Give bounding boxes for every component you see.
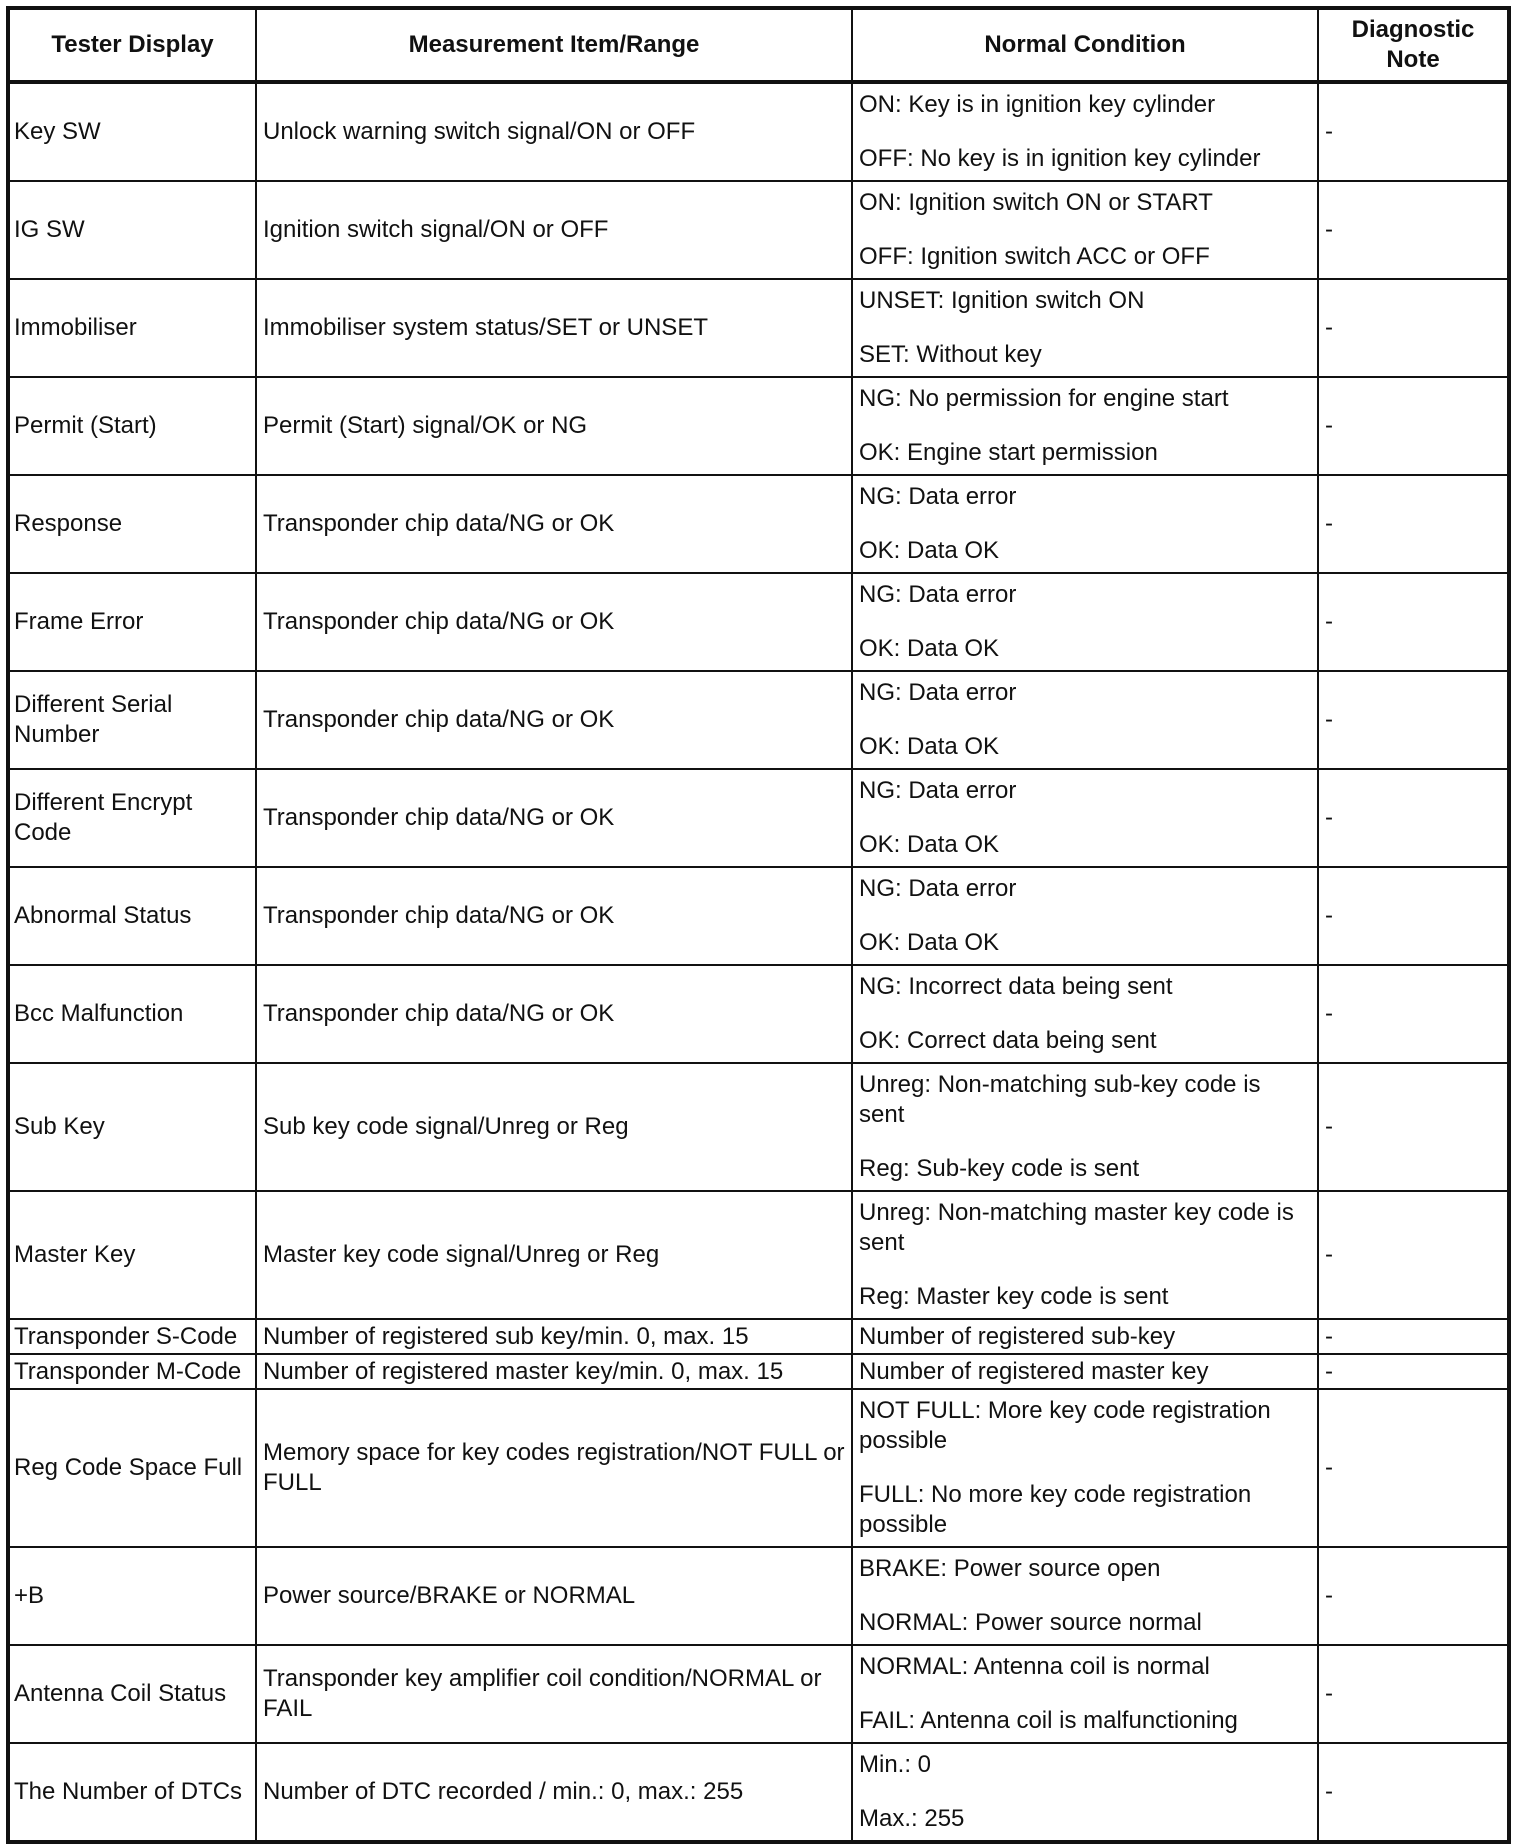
measurement-cell: Memory space for key codes registration/NOT FULL or FULL (256, 1389, 852, 1547)
normal-condition-cell (852, 1743, 1318, 1842)
table-row (8, 573, 1509, 671)
condition-line: NG: Incorrect data being sent (859, 973, 1173, 1000)
measurement-cell: Master key code signal/Unreg or Reg (256, 1191, 852, 1319)
tester-display-cell: Key SW (8, 82, 256, 181)
normal-condition-cell (852, 1389, 1318, 1547)
normal-condition-cell (852, 1191, 1318, 1319)
header-normal-condition: Normal Condition (852, 8, 1318, 82)
normal-condition-cell (852, 1354, 1318, 1389)
tester-display-cell: The Number of DTCs (8, 1743, 256, 1842)
measurement-cell: Transponder chip data/NG or OK (256, 671, 852, 769)
tester-display-cell: +B (8, 1547, 256, 1645)
normal-condition-cell (852, 82, 1318, 181)
diagnostic-note-cell: - (1318, 769, 1509, 867)
measurement-cell: Number of registered master key/min. 0, max. 15 (256, 1354, 852, 1389)
tester-display-cell: Antenna Coil Status (8, 1645, 256, 1743)
diagnostic-note-cell: - (1318, 475, 1509, 573)
condition-line: FAIL: Antenna coil is malfunctioning (859, 1707, 1238, 1734)
measurement-cell: Number of registered sub key/min. 0, max. 15 (256, 1319, 852, 1354)
measurement-cell: Unlock warning switch signal/ON or OFF (256, 82, 852, 181)
diagnostic-note-cell: - (1318, 1547, 1509, 1645)
table-row (8, 1547, 1509, 1645)
condition-line: NG: Data error (859, 679, 1017, 706)
normal-condition-cell (852, 573, 1318, 671)
measurement-cell: Transponder chip data/NG or OK (256, 475, 852, 573)
measurement-cell: Permit (Start) signal/OK or NG (256, 377, 852, 475)
tester-display-cell: Master Key (8, 1191, 256, 1319)
measurement-cell: Transponder chip data/NG or OK (256, 573, 852, 671)
table-row (8, 769, 1509, 867)
table-row (8, 1743, 1509, 1842)
table-row (8, 1389, 1509, 1547)
diagnostic-note-cell: - (1318, 82, 1509, 181)
condition-line: Reg: Master key code is sent (859, 1283, 1169, 1310)
normal-condition-cell (852, 965, 1318, 1063)
measurement-cell: Transponder key amplifier coil condition/NORMAL or FAIL (256, 1645, 852, 1743)
table-row (8, 377, 1509, 475)
condition-line: OK: Data OK (859, 537, 1000, 564)
normal-condition-cell (852, 181, 1318, 279)
tester-display-cell: Response (8, 475, 256, 573)
tester-display-cell: Permit (Start) (8, 377, 256, 475)
header-row (8, 8, 1509, 82)
diagnostic-note-cell: - (1318, 965, 1509, 1063)
diagnostic-note-cell: - (1318, 1645, 1509, 1743)
diagnostic-note-cell: - (1318, 279, 1509, 377)
table-row (8, 671, 1509, 769)
diagnostic-note-cell: - (1318, 867, 1509, 965)
condition-line: Number of registered master key (859, 1357, 1209, 1385)
condition-line: OK: Data OK (859, 635, 1000, 662)
tester-display-cell: Different Serial Number (8, 671, 256, 769)
header-measurement: Measurement Item/Range (256, 8, 852, 82)
table-row (8, 82, 1509, 181)
table-row (8, 1191, 1509, 1319)
condition-line: OK: Correct data being sent (859, 1027, 1157, 1054)
header-diagnostic-note: Diagnostic Note (1318, 8, 1509, 82)
measurement-cell: Transponder chip data/NG or OK (256, 965, 852, 1063)
tester-display-cell: Transponder S-Code (8, 1319, 256, 1354)
measurement-cell: Power source/BRAKE or NORMAL (256, 1547, 852, 1645)
condition-line: Unreg: Non-matching sub-key code is sent (859, 1071, 1261, 1128)
tester-display-cell: Transponder M-Code (8, 1354, 256, 1389)
table-row (8, 279, 1509, 377)
normal-condition-cell (852, 1547, 1318, 1645)
table-row (8, 1354, 1509, 1389)
condition-line: NG: Data error (859, 483, 1017, 510)
condition-line: OK: Data OK (859, 929, 1000, 956)
normal-condition-cell (852, 377, 1318, 475)
diagnostic-note-cell: - (1318, 1389, 1509, 1547)
condition-line: ON: Key is in ignition key cylinder (859, 91, 1216, 118)
condition-line: UNSET: Ignition switch ON (859, 287, 1145, 314)
condition-line: SET: Without key (859, 341, 1042, 368)
condition-line: Min.: 0 (859, 1751, 932, 1778)
diagnostic-note-cell: - (1318, 671, 1509, 769)
condition-line: NG: No permission for engine start (859, 385, 1229, 412)
condition-line: NORMAL: Antenna coil is normal (859, 1653, 1210, 1680)
normal-condition-cell (852, 867, 1318, 965)
table-row (8, 1319, 1509, 1354)
condition-line: NG: Data error (859, 581, 1017, 608)
condition-line: OFF: Ignition switch ACC or OFF (859, 243, 1210, 270)
measurement-cell: Sub key code signal/Unreg or Reg (256, 1063, 852, 1191)
table-row (8, 475, 1509, 573)
tester-display-cell: Different Encrypt Code (8, 769, 256, 867)
diagnostic-note-cell: - (1318, 1063, 1509, 1191)
data-monitor-table (6, 6, 1511, 1844)
condition-line: OFF: No key is in ignition key cylinder (859, 145, 1261, 172)
diagnostic-note-cell: - (1318, 1319, 1509, 1354)
measurement-cell: Ignition switch signal/ON or OFF (256, 181, 852, 279)
normal-condition-cell (852, 671, 1318, 769)
condition-line: Unreg: Non-matching master key code is sent (859, 1199, 1294, 1256)
table-row (8, 1645, 1509, 1743)
normal-condition-cell (852, 1319, 1318, 1354)
diagnostic-note-cell: - (1318, 181, 1509, 279)
table-row (8, 867, 1509, 965)
tester-display-cell: Bcc Malfunction (8, 965, 256, 1063)
condition-line: Reg: Sub-key code is sent (859, 1155, 1140, 1182)
table-row (8, 1063, 1509, 1191)
condition-line: Number of registered sub-key (859, 1322, 1176, 1350)
normal-condition-cell (852, 769, 1318, 867)
measurement-cell: Immobiliser system status/SET or UNSET (256, 279, 852, 377)
condition-line: NORMAL: Power source normal (859, 1609, 1202, 1636)
diagnostic-note-cell: - (1318, 1191, 1509, 1319)
diagnostic-note-cell: - (1318, 1743, 1509, 1842)
condition-line: ON: Ignition switch ON or START (859, 189, 1213, 216)
table-body (8, 82, 1509, 1842)
measurement-cell: Transponder chip data/NG or OK (256, 769, 852, 867)
condition-line: OK: Data OK (859, 733, 1000, 760)
tester-display-cell: Immobiliser (8, 279, 256, 377)
condition-line: NG: Data error (859, 777, 1017, 804)
condition-line: OK: Engine start permission (859, 439, 1158, 466)
measurement-cell: Number of DTC recorded / min.: 0, max.: 255 (256, 1743, 852, 1842)
condition-line: OK: Data OK (859, 831, 1000, 858)
header-tester-display: Tester Display (8, 8, 256, 82)
condition-line: FULL: No more key code registration possible (859, 1481, 1252, 1538)
tester-display-cell: IG SW (8, 181, 256, 279)
diagnostic-note-cell: - (1318, 1354, 1509, 1389)
condition-line: BRAKE: Power source open (859, 1555, 1161, 1582)
measurement-cell: Transponder chip data/NG or OK (256, 867, 852, 965)
condition-line: NOT FULL: More key code registration possible (859, 1397, 1271, 1454)
condition-line: NG: Data error (859, 875, 1017, 902)
normal-condition-cell (852, 1645, 1318, 1743)
condition-line: Max.: 255 (859, 1805, 965, 1832)
normal-condition-cell (852, 1063, 1318, 1191)
tester-display-cell: Sub Key (8, 1063, 256, 1191)
table-row (8, 181, 1509, 279)
tester-display-cell: Abnormal Status (8, 867, 256, 965)
table-row (8, 965, 1509, 1063)
diagnostic-note-cell: - (1318, 573, 1509, 671)
tester-display-cell: Reg Code Space Full (8, 1389, 256, 1547)
normal-condition-cell (852, 475, 1318, 573)
normal-condition-cell (852, 279, 1318, 377)
tester-display-cell: Frame Error (8, 573, 256, 671)
diagnostic-note-cell: - (1318, 377, 1509, 475)
